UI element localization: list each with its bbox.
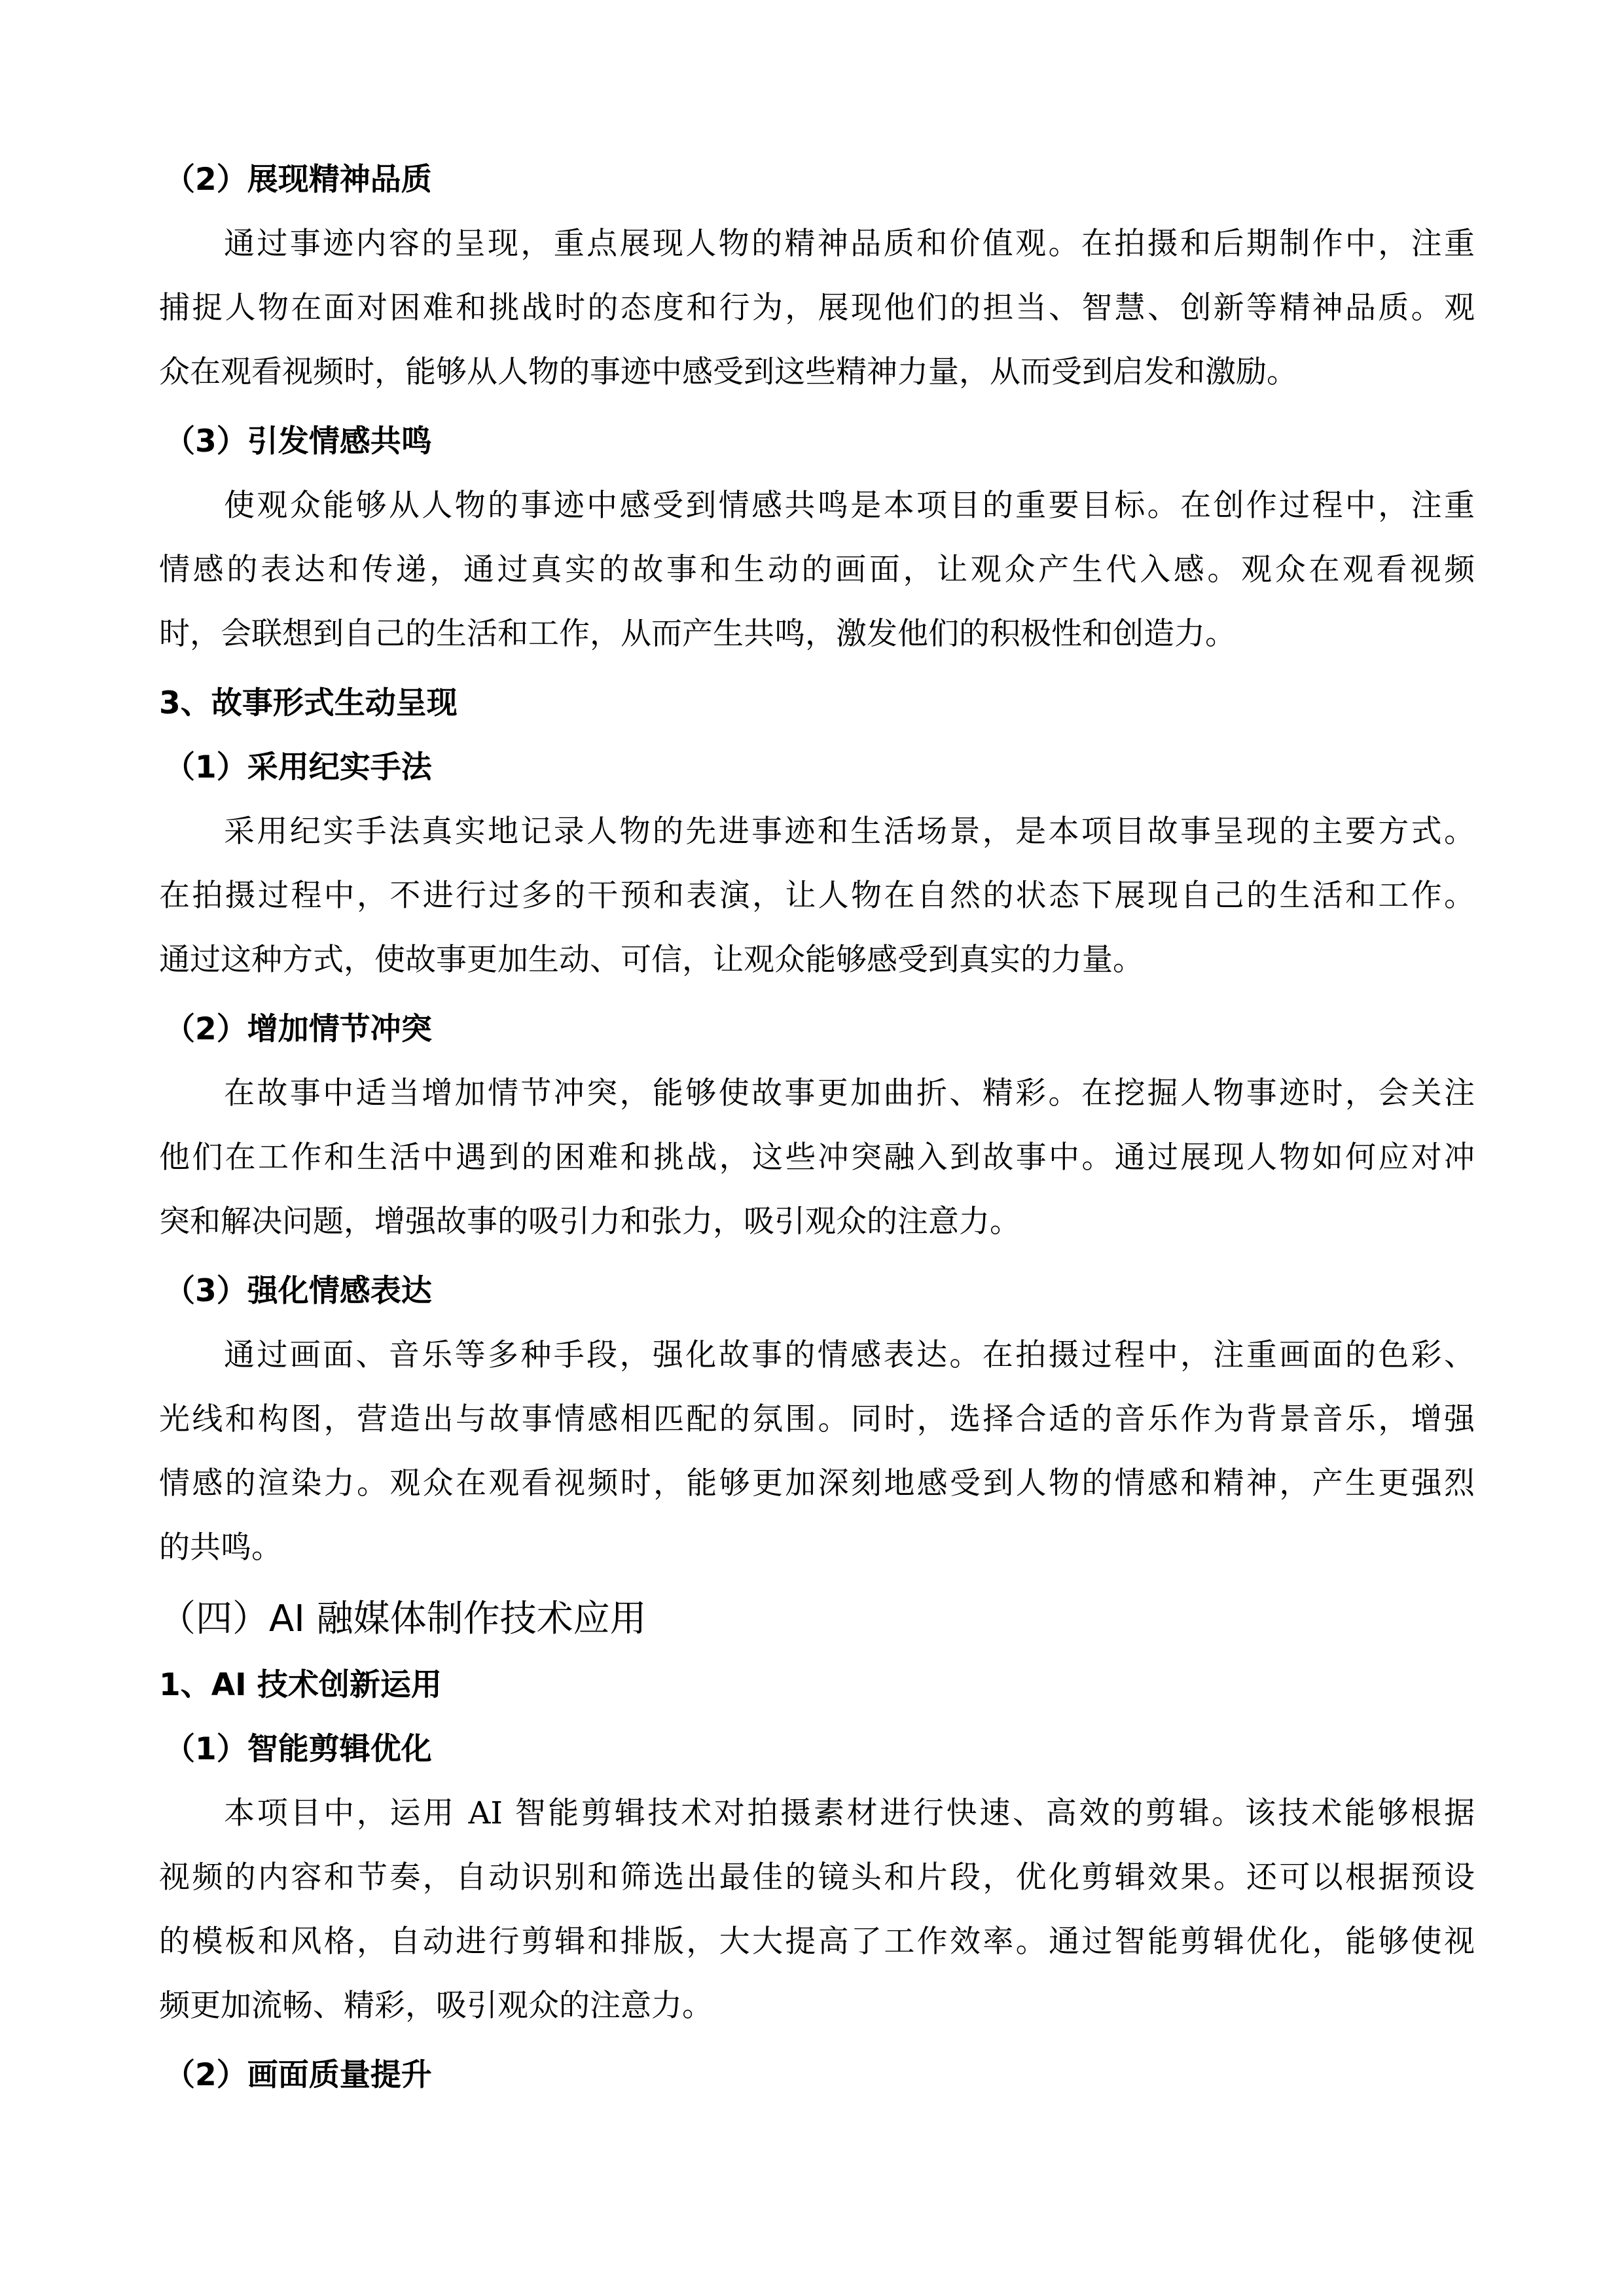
document-page (159, 148, 1475, 2108)
subsection-heading: 3、故事形式生动呈现 (159, 685, 458, 721)
spacer (159, 1254, 1475, 1259)
item-heading: （2）画面质量提升 (164, 2057, 432, 2093)
spacer (159, 404, 1475, 410)
paragraph-line: 本项目中，运用 AI 智能剪辑技术对拍摄素材进行快速、高效的剪辑。该技术能够根据 (224, 1795, 1475, 1831)
paragraph-line: 采用纪实手法真实地记录人物的先进事迹和生活场景，是本项目故事呈现的主要方式。 (224, 814, 1475, 850)
spacer (159, 1580, 1475, 1585)
item-heading: （1）采用纪实手法 (164, 749, 432, 785)
item-heading: （3）强化情感表达 (164, 1273, 432, 1309)
paragraph-line: 视频的内容和节奏，自动识别和筛选出最佳的镜头和片段，优化剪辑效果。还可以根据预设 (159, 1859, 1475, 1895)
paragraph (159, 212, 1475, 404)
paragraph-line: 频更加流畅、精彩，吸引观众的注意力。 (159, 1988, 713, 2024)
item-heading: （3）引发情感共鸣 (164, 423, 432, 459)
paragraph-line: 通过事迹内容的呈现，重点展现人物的精神品质和价值观。在拍摄和后期制作中，注重 (224, 226, 1475, 262)
spacer (159, 2038, 1475, 2043)
paragraph-line: 众在观看视频时，能够从人物的事迹中感受到这些精神力量，从而受到启发和激励。 (159, 354, 1297, 390)
paragraph-line: 的共鸣。 (159, 1530, 282, 1566)
paragraph-line: 通过画面、音乐等多种手段，强化故事的情感表达。在拍摄过程中，注重画面的色彩、 (224, 1337, 1475, 1373)
spacer (159, 666, 1475, 672)
paragraph-line: 情感的渲染力。观众在观看视频时，能够更加深刻地感受到人物的情感和精神，产生更强烈 (159, 1465, 1475, 1501)
paragraph-line: 在拍摄过程中，不进行过多的干预和表演，让人物在自然的状态下展现自己的生活和工作。 (159, 878, 1475, 914)
paragraph-line: 的模板和风格，自动进行剪辑和排版，大大提高了工作效率。通过智能剪辑优化，能够使视 (159, 1924, 1475, 1960)
paragraph-line: 捕捉人物在面对困难和挑战时的态度和行为，展现他们的担当、智慧、创新等精神品质。观 (159, 290, 1475, 326)
section-heading: （四）AI 融媒体制作技术应用 (159, 1598, 647, 1640)
item-heading: （2）展现精神品质 (164, 162, 432, 198)
paragraph (159, 1062, 1475, 1254)
paragraph-line: 使观众能够从人物的事迹中感受到情感共鸣是本项目的重要目标。在创作过程中，注重 (224, 488, 1475, 524)
paragraph-line: 他们在工作和生活中遇到的困难和挑战，这些冲突融入到故事中。通过展现人物如何应对冲 (159, 1139, 1475, 1175)
item-heading: （1）智能剪辑优化 (164, 1731, 432, 1767)
subsection-heading: 1、AI 技术创新运用 (159, 1667, 442, 1703)
paragraph-line: 突和解决问题，增强故事的吸引力和张力，吸引观众的注意力。 (159, 1204, 1020, 1240)
item-heading: （2）增加情节冲突 (164, 1011, 432, 1047)
paragraph (159, 1782, 1475, 2038)
paragraph-line: 时，会联想到自己的生活和工作，从而产生共鸣，激发他们的积极性和创造力。 (159, 616, 1236, 652)
spacer (159, 992, 1475, 997)
paragraph-line: 光线和构图，营造出与故事情感相匹配的氛围。同时，选择合适的音乐作为背景音乐，增强 (159, 1401, 1475, 1437)
paragraph-line: 在故事中适当增加情节冲突，能够使故事更加曲折、精彩。在挖掘人物事迹时，会关注 (224, 1075, 1475, 1111)
paragraph-line: 通过这种方式，使故事更加生动、可信，让观众能够感受到真实的力量。 (159, 942, 1144, 978)
paragraph (159, 800, 1475, 992)
paragraph (159, 474, 1475, 666)
paragraph (159, 1323, 1475, 1580)
paragraph-line: 情感的表达和传递，通过真实的故事和生动的画面，让观众产生代入感。观众在观看视频 (159, 552, 1475, 588)
